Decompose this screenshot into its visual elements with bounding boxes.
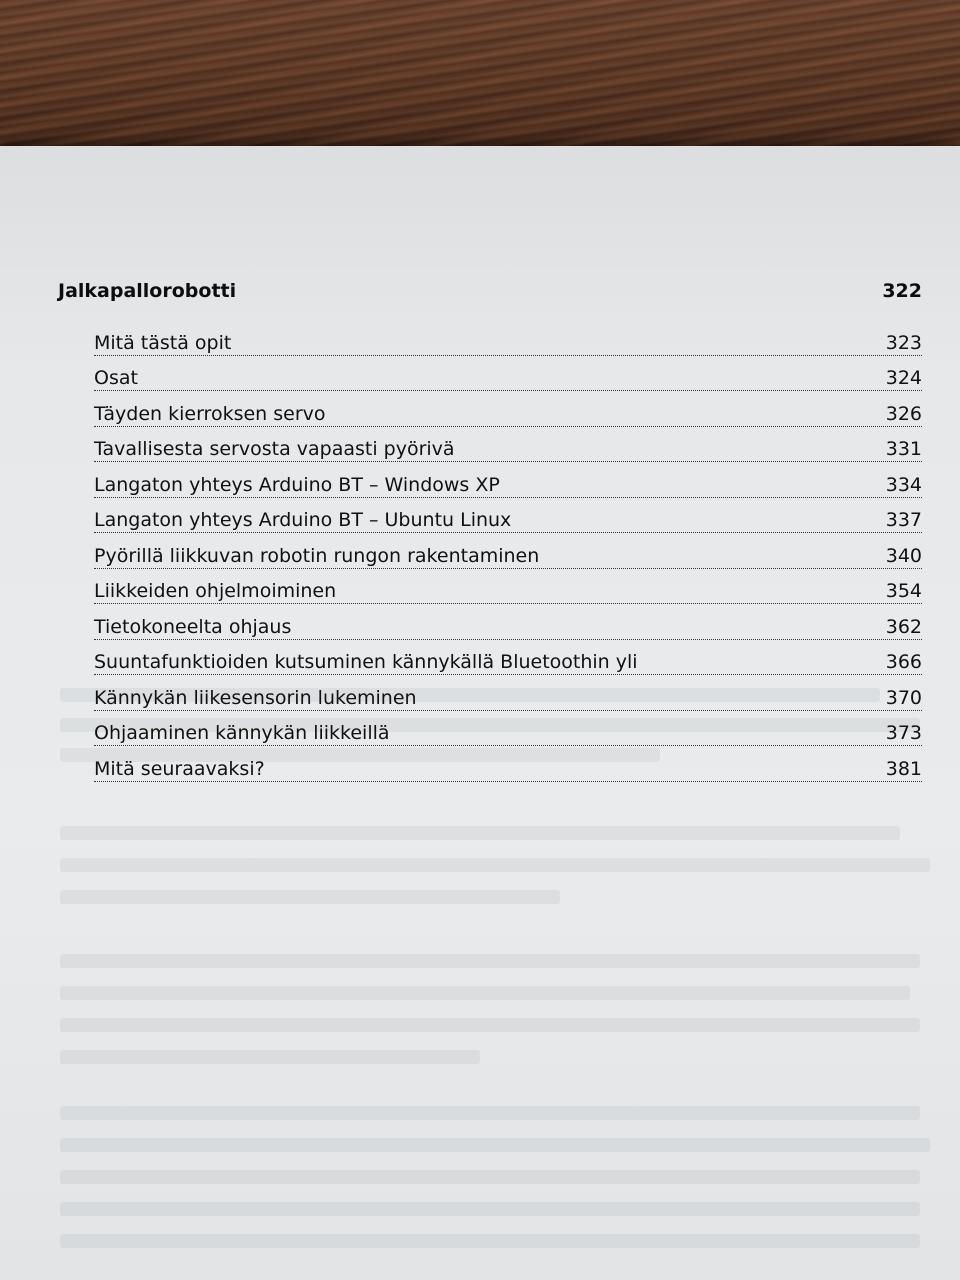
- toc-entry-title: Täyden kierroksen servo: [94, 402, 326, 425]
- toc-entry-title: Langaton yhteys Arduino BT – Windows XP: [94, 473, 500, 496]
- toc-entry-page: 381: [885, 757, 922, 780]
- show-through-line: [60, 1202, 920, 1216]
- toc-entry-page: 331: [885, 438, 922, 460]
- chapter-page-number: 322: [882, 280, 922, 302]
- toc-entry-page: 324: [885, 367, 922, 389]
- toc-entry-title: Tietokoneelta ohjaus: [94, 615, 292, 638]
- show-through-line: [60, 858, 930, 872]
- show-through-line: [60, 1050, 480, 1064]
- chapter-heading: [58, 280, 922, 320]
- wooden-table-background: [0, 0, 960, 160]
- toc-entry-title: Mitä tästä opit: [94, 331, 232, 354]
- table-of-contents: [58, 280, 922, 782]
- toc-entry-page: 373: [885, 722, 922, 744]
- toc-entry-page: 326: [885, 402, 922, 425]
- toc-entry-page: 354: [885, 580, 922, 602]
- toc-entry: [94, 356, 922, 392]
- show-through-line: [60, 954, 920, 968]
- toc-entry: [94, 569, 922, 605]
- show-through-line: [60, 986, 910, 1000]
- toc-entry-page: 323: [885, 331, 922, 354]
- toc-entry-page: 334: [885, 473, 922, 496]
- toc-entry: [94, 533, 922, 569]
- toc-entry: [94, 746, 922, 782]
- show-through-line: [60, 1170, 920, 1184]
- toc-entry: [94, 320, 922, 356]
- toc-entry-page: 362: [885, 615, 922, 638]
- show-through-line: [60, 826, 900, 840]
- toc-entry-page: 370: [885, 686, 922, 709]
- toc-entry: [94, 498, 922, 534]
- toc-entry-page: 340: [885, 544, 922, 567]
- toc-entry: [94, 604, 922, 640]
- toc-entry-title: Ohjaaminen kännykän liikkeillä: [94, 722, 390, 744]
- toc-entry-title: Kännykän liikesensorin lukeminen: [94, 686, 417, 709]
- chapter-title: Jalkapallorobotti: [58, 280, 237, 302]
- toc-entry: [94, 711, 922, 747]
- toc-entry: [94, 462, 922, 498]
- toc-entry: [94, 427, 922, 463]
- toc-entry-title: Pyörillä liikkuvan robotin rungon rakentaminen: [94, 544, 540, 567]
- show-through-line: [60, 1106, 920, 1120]
- toc-entry-title: Mitä seuraavaksi?: [94, 757, 265, 780]
- toc-entry-title: Langaton yhteys Arduino BT – Ubuntu Linux: [94, 509, 512, 531]
- show-through-line: [60, 1138, 930, 1152]
- toc-entry-title: Liikkeiden ohjelmoiminen: [94, 580, 337, 602]
- show-through-line: [60, 1234, 920, 1248]
- toc-entry-page: 366: [885, 651, 922, 673]
- show-through-line: [60, 1018, 920, 1032]
- show-through-line: [60, 890, 560, 904]
- toc-entry-title: Tavallisesta servosta vapaasti pyörivä: [94, 438, 455, 460]
- toc-entry-title: Osat: [94, 367, 138, 389]
- toc-entry: [94, 391, 922, 427]
- toc-entry-title: Suuntafunktioiden kutsuminen kännykällä Bluetoothin yli: [94, 651, 638, 673]
- toc-entry-page: 337: [885, 509, 922, 531]
- toc-entry: [94, 640, 922, 676]
- toc-entry: [94, 675, 922, 711]
